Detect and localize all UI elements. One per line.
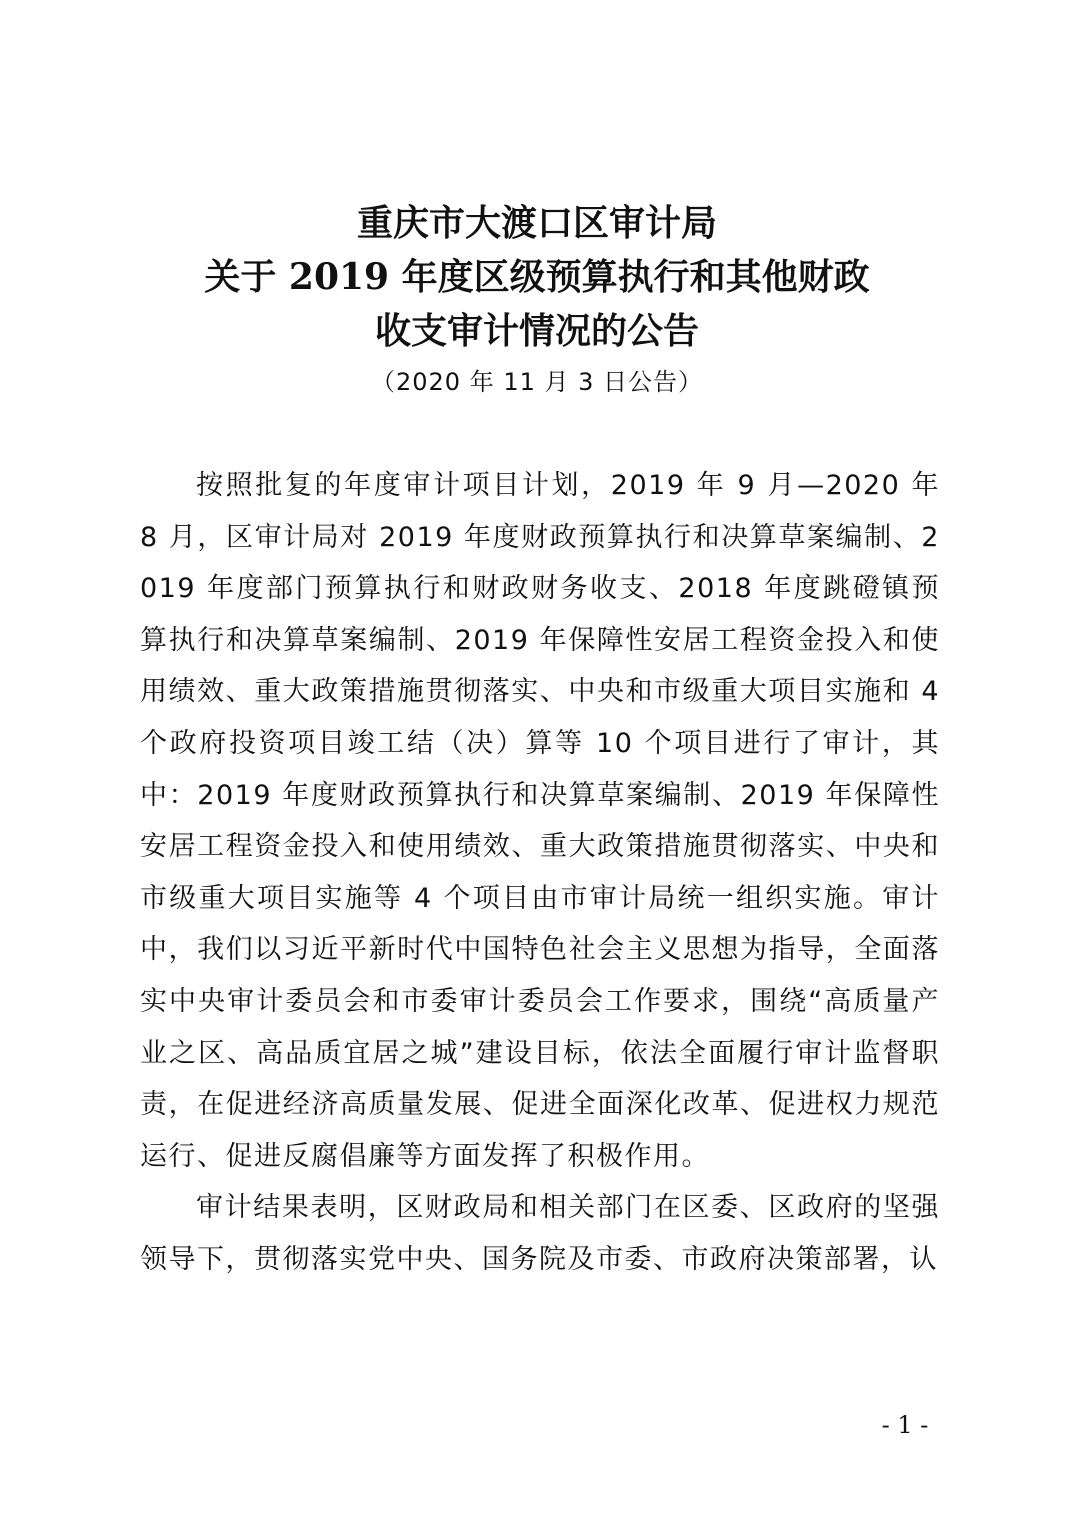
title-line-2: 关于 2019 年度区级预算执行和其他财政 <box>204 256 870 298</box>
page-number: - 1 - <box>881 1411 929 1439</box>
body-paragraph-1: 按照批复的年度审计项目计划，2019 年 9 月—2020 年 8 月，区审计局对 2019 年度财政预算执行和决算草案编制、2019 年度部门预算执行和财政财务收支、2018 年度跳磴镇预算执行和决算草案编制、2019 年保障性安居工程资金投入和使用绩效、重大政策措施贯彻落实、中央和市级重大项目实施和 4 个政府投资项目竣工结（决）算等 10 个项目进行了审计，其中：2019 年度财政预算执行和决算草案编制、2019 年保障性安居工程资金投入和使用绩效、重大政策措施贯彻落实、中央和市级重大项目实施等 4 个项目由市审计局统一组织实施。审计中，我们以习近平新时代中国特色社会主义思想为指导，全面落实中央审计委员会和市委审计委员会工作要求，围绕“高质量产业之区、高品质宜居之城”建设目标，依法全面履行审计监督职责，在促进经济高质量发展、促进全面深化改革、促进权力规范运行、促进反腐倡廉等方面发挥了积极作用。 <box>140 470 940 1172</box>
body-paragraph-2: 审计结果表明，区财政局和相关部门在区委、区政府的坚强领导下，贯彻落实党中央、国务院及市委、市政府决策部署，认 <box>140 1192 940 1275</box>
title-line-3: 收支审计情况的公告 <box>374 310 699 352</box>
document-title-block <box>120 196 954 400</box>
announcement-date: （2020 年 11 月 3 日公告） <box>370 368 704 396</box>
title-line-1: 重庆市大渡口区审计局 <box>356 202 717 244</box>
document-body <box>140 460 940 1286</box>
